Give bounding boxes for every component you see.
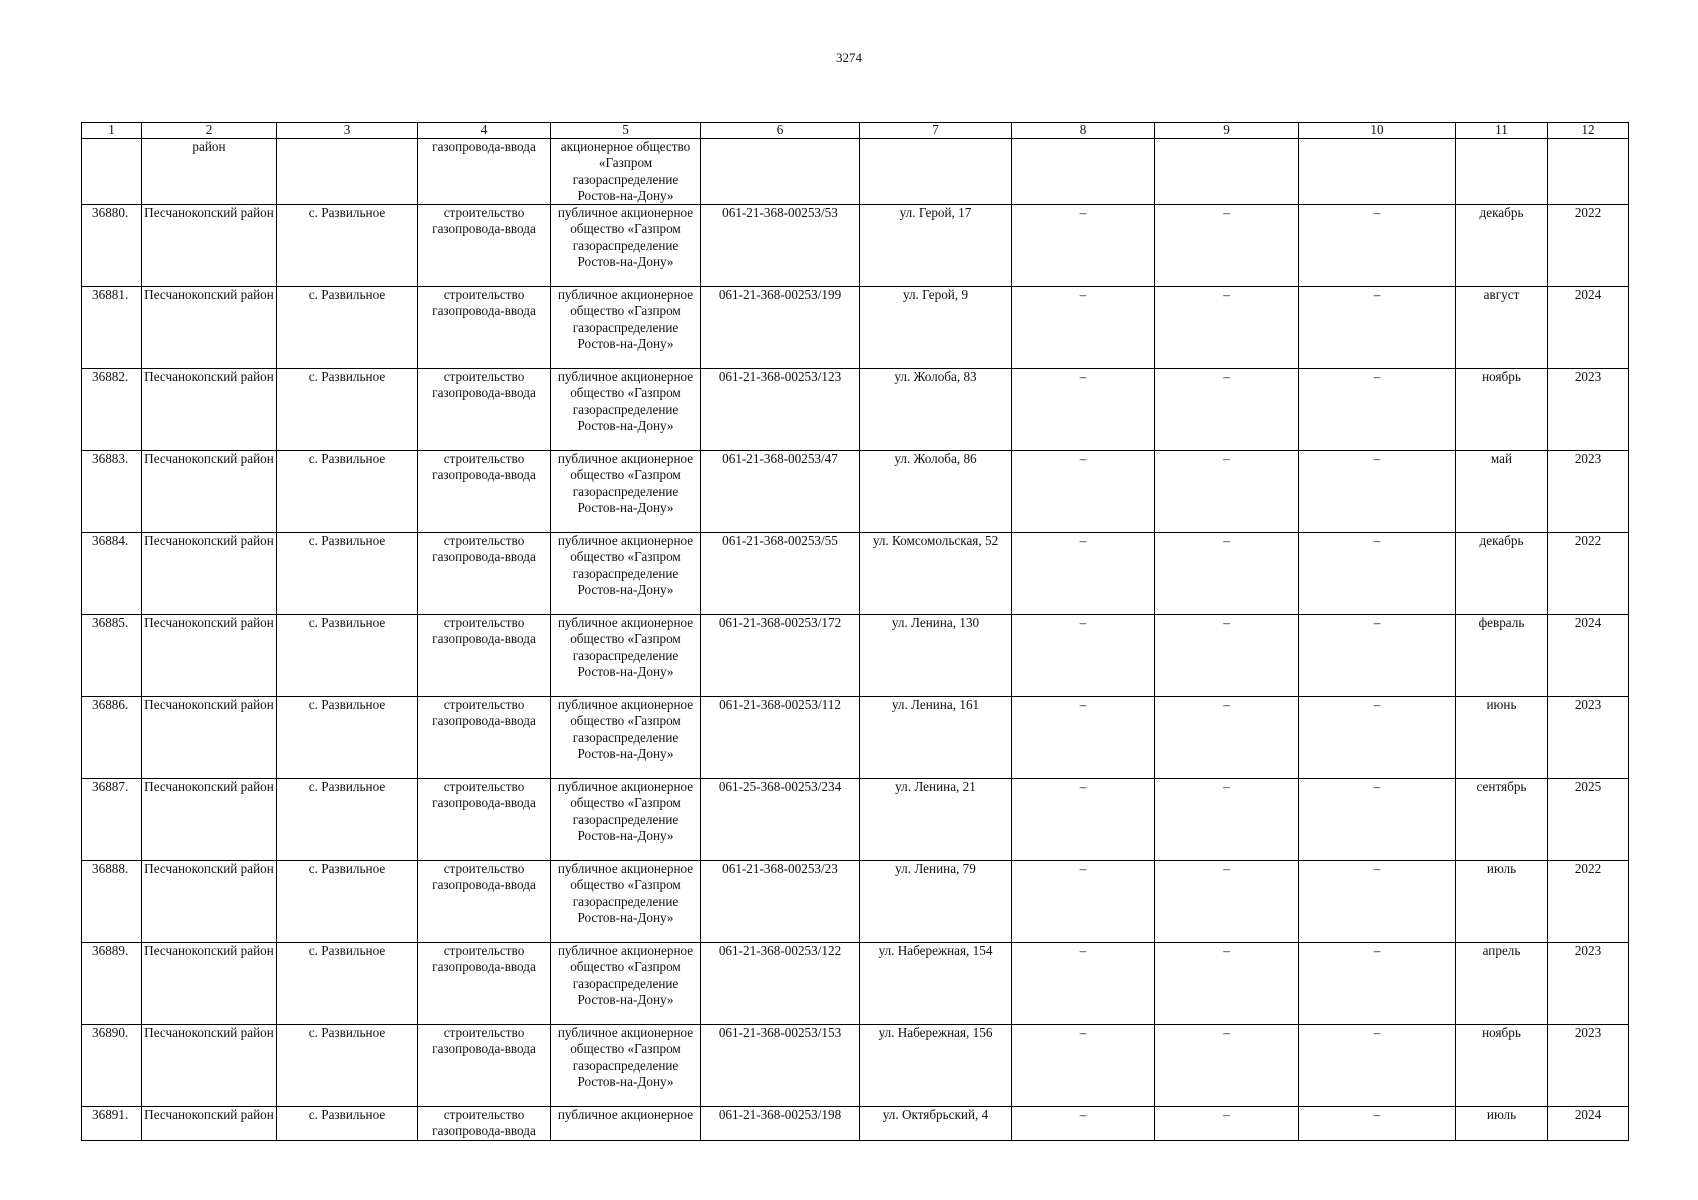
cell-code: 061-21-368-00253/172 <box>701 615 860 697</box>
column-header: 9 <box>1155 123 1299 139</box>
cell-code: 061-21-368-00253/123 <box>701 369 860 451</box>
cell-district: Песчанокопский район <box>142 287 277 369</box>
cell-col9: – <box>1155 451 1299 533</box>
cell-code: 061-21-368-00253/47 <box>701 451 860 533</box>
cell-locality: с. Развильное <box>277 1025 418 1107</box>
cell-org: публичное акционерное общество «Газпром газораспределение Ростов-на-Дону» <box>551 943 701 1025</box>
cell-col9: – <box>1155 287 1299 369</box>
cell-year: 2025 <box>1548 779 1629 861</box>
cell-col8: – <box>1012 451 1155 533</box>
cell-year: 2022 <box>1548 205 1629 287</box>
header-row <box>82 123 1629 139</box>
cell-work: строительство газопровода-ввода <box>418 1107 551 1141</box>
cell-district: район <box>142 139 277 205</box>
cell-col8: – <box>1012 615 1155 697</box>
table-row <box>82 451 1629 533</box>
cell-col8: – <box>1012 697 1155 779</box>
cell-col8: – <box>1012 779 1155 861</box>
column-header: 8 <box>1012 123 1155 139</box>
cell-col10: – <box>1299 205 1456 287</box>
column-header: 2 <box>142 123 277 139</box>
cell-locality: с. Развильное <box>277 451 418 533</box>
page-number: 3274 <box>836 50 862 65</box>
cell-col8: – <box>1012 861 1155 943</box>
cell-address: ул. Жолоба, 86 <box>860 451 1012 533</box>
table-row <box>82 697 1629 779</box>
cell-month: апрель <box>1456 943 1548 1025</box>
cell-work: строительство газопровода-ввода <box>418 369 551 451</box>
cell-locality: с. Развильное <box>277 861 418 943</box>
cell-address: ул. Герой, 17 <box>860 205 1012 287</box>
cell-code: 061-21-368-00253/55 <box>701 533 860 615</box>
cell-district: Песчанокопский район <box>142 205 277 287</box>
cell-col10: – <box>1299 615 1456 697</box>
cell-work: строительство газопровода-ввода <box>418 861 551 943</box>
cell-work: газопровода-ввода <box>418 139 551 205</box>
cell-col10: – <box>1299 943 1456 1025</box>
cell-col10: – <box>1299 451 1456 533</box>
table-row <box>82 943 1629 1025</box>
cell-work: строительство газопровода-ввода <box>418 1025 551 1107</box>
cell-col10: – <box>1299 1107 1456 1141</box>
cell-work: строительство газопровода-ввода <box>418 533 551 615</box>
cell-month: декабрь <box>1456 533 1548 615</box>
cell-district: Песчанокопский район <box>142 861 277 943</box>
cell-col10: – <box>1299 1025 1456 1107</box>
data-table <box>81 122 1629 1141</box>
cell-address: ул. Октябрьский, 4 <box>860 1107 1012 1141</box>
column-header: 4 <box>418 123 551 139</box>
cell-code: 061-21-368-00253/53 <box>701 205 860 287</box>
cell-col10: – <box>1299 369 1456 451</box>
cell-num: 36891. <box>82 1107 142 1141</box>
cell-code: 061-25-368-00253/234 <box>701 779 860 861</box>
table-row <box>82 615 1629 697</box>
cell-code: 061-21-368-00253/198 <box>701 1107 860 1141</box>
cell-year: 2023 <box>1548 697 1629 779</box>
cell-col10: – <box>1299 533 1456 615</box>
table-row <box>82 1107 1629 1141</box>
cell-org: публичное акционерное <box>551 1107 701 1141</box>
cell-work: строительство газопровода-ввода <box>418 615 551 697</box>
cell-col10: – <box>1299 779 1456 861</box>
cell-col9: – <box>1155 779 1299 861</box>
cell-year: 2023 <box>1548 1025 1629 1107</box>
cell-month: август <box>1456 287 1548 369</box>
cell-org: публичное акционерное общество «Газпром газораспределение Ростов-на-Дону» <box>551 861 701 943</box>
column-header: 11 <box>1456 123 1548 139</box>
cell-district: Песчанокопский район <box>142 615 277 697</box>
cell-district: Песчанокопский район <box>142 1107 277 1141</box>
table-body <box>82 139 1629 1141</box>
cell-org: публичное акционерное общество «Газпром газораспределение Ростов-на-Дону» <box>551 615 701 697</box>
cell-col9 <box>1155 139 1299 205</box>
cell-month: декабрь <box>1456 205 1548 287</box>
cell-address: ул. Жолоба, 83 <box>860 369 1012 451</box>
cell-work: строительство газопровода-ввода <box>418 205 551 287</box>
cell-address: ул. Комсомольская, 52 <box>860 533 1012 615</box>
cell-num <box>82 139 142 205</box>
cell-code: 061-21-368-00253/122 <box>701 943 860 1025</box>
cell-year: 2024 <box>1548 287 1629 369</box>
cell-work: строительство газопровода-ввода <box>418 697 551 779</box>
cell-locality: с. Развильное <box>277 697 418 779</box>
cell-month: май <box>1456 451 1548 533</box>
cell-col8: – <box>1012 533 1155 615</box>
cell-col9: – <box>1155 1107 1299 1141</box>
table-header <box>82 123 1629 139</box>
cell-col9: – <box>1155 1025 1299 1107</box>
cell-col8: – <box>1012 943 1155 1025</box>
cell-code: 061-21-368-00253/23 <box>701 861 860 943</box>
table-row <box>82 369 1629 451</box>
cell-locality: с. Развильное <box>277 369 418 451</box>
cell-work: строительство газопровода-ввода <box>418 943 551 1025</box>
cell-num: 36888. <box>82 861 142 943</box>
cell-col8 <box>1012 139 1155 205</box>
table-row <box>82 205 1629 287</box>
cell-month: ноябрь <box>1456 1025 1548 1107</box>
cell-locality <box>277 139 418 205</box>
cell-org: публичное акционерное общество «Газпром газораспределение Ростов-на-Дону» <box>551 779 701 861</box>
cell-col10: – <box>1299 287 1456 369</box>
column-header: 10 <box>1299 123 1456 139</box>
cell-num: 36880. <box>82 205 142 287</box>
cell-year: 2022 <box>1548 533 1629 615</box>
cell-address <box>860 139 1012 205</box>
cell-org: публичное акционерное общество «Газпром газораспределение Ростов-на-Дону» <box>551 287 701 369</box>
cell-year <box>1548 139 1629 205</box>
cell-num: 36890. <box>82 1025 142 1107</box>
column-header: 5 <box>551 123 701 139</box>
cell-locality: с. Развильное <box>277 779 418 861</box>
cell-col10: – <box>1299 697 1456 779</box>
cell-locality: с. Развильное <box>277 533 418 615</box>
cell-code: 061-21-368-00253/153 <box>701 1025 860 1107</box>
cell-col9: – <box>1155 943 1299 1025</box>
cell-month: июнь <box>1456 697 1548 779</box>
cell-locality: с. Развильное <box>277 1107 418 1141</box>
table-row <box>82 861 1629 943</box>
cell-code: 061-21-368-00253/199 <box>701 287 860 369</box>
cell-district: Песчанокопский район <box>142 369 277 451</box>
cell-col9: – <box>1155 533 1299 615</box>
cell-num: 36881. <box>82 287 142 369</box>
cell-code: 061-21-368-00253/112 <box>701 697 860 779</box>
cell-month: июль <box>1456 1107 1548 1141</box>
cell-address: ул. Набережная, 154 <box>860 943 1012 1025</box>
cell-org: акционерное общество «Газпром газораспределение Ростов-на-Дону» <box>551 139 701 205</box>
cell-col9: – <box>1155 205 1299 287</box>
cell-col9: – <box>1155 697 1299 779</box>
cell-col8: – <box>1012 1025 1155 1107</box>
cell-num: 36884. <box>82 533 142 615</box>
cell-year: 2023 <box>1548 451 1629 533</box>
cell-org: публичное акционерное общество «Газпром газораспределение Ростов-на-Дону» <box>551 697 701 779</box>
cell-year: 2024 <box>1548 1107 1629 1141</box>
cell-address: ул. Ленина, 79 <box>860 861 1012 943</box>
cell-col9: – <box>1155 861 1299 943</box>
cell-address: ул. Ленина, 161 <box>860 697 1012 779</box>
cell-address: ул. Герой, 9 <box>860 287 1012 369</box>
column-header: 1 <box>82 123 142 139</box>
cell-code <box>701 139 860 205</box>
cell-num: 36882. <box>82 369 142 451</box>
cell-district: Песчанокопский район <box>142 533 277 615</box>
cell-district: Песчанокопский район <box>142 697 277 779</box>
cell-year: 2023 <box>1548 943 1629 1025</box>
cell-work: строительство газопровода-ввода <box>418 451 551 533</box>
column-header: 3 <box>277 123 418 139</box>
cell-col8: – <box>1012 369 1155 451</box>
cell-locality: с. Развильное <box>277 943 418 1025</box>
cell-address: ул. Ленина, 130 <box>860 615 1012 697</box>
column-header: 12 <box>1548 123 1629 139</box>
cell-month: февраль <box>1456 615 1548 697</box>
cell-work: строительство газопровода-ввода <box>418 779 551 861</box>
table-row <box>82 287 1629 369</box>
cell-month: ноябрь <box>1456 369 1548 451</box>
cell-year: 2022 <box>1548 861 1629 943</box>
cell-col10 <box>1299 139 1456 205</box>
cell-locality: с. Развильное <box>277 205 418 287</box>
cell-district: Песчанокопский район <box>142 1025 277 1107</box>
cell-num: 36883. <box>82 451 142 533</box>
table-row <box>82 1025 1629 1107</box>
cell-year: 2023 <box>1548 369 1629 451</box>
cell-org: публичное акционерное общество «Газпром газораспределение Ростов-на-Дону» <box>551 205 701 287</box>
cell-month: июль <box>1456 861 1548 943</box>
cell-district: Песчанокопский район <box>142 943 277 1025</box>
cell-org: публичное акционерное общество «Газпром газораспределение Ростов-на-Дону» <box>551 369 701 451</box>
cell-address: ул. Ленина, 21 <box>860 779 1012 861</box>
cell-col10: – <box>1299 861 1456 943</box>
table-row <box>82 779 1629 861</box>
table-row-continuation <box>82 139 1629 205</box>
cell-col9: – <box>1155 615 1299 697</box>
cell-col8: – <box>1012 1107 1155 1141</box>
cell-org: публичное акционерное общество «Газпром газораспределение Ростов-на-Дону» <box>551 1025 701 1107</box>
cell-num: 36885. <box>82 615 142 697</box>
cell-address: ул. Набережная, 156 <box>860 1025 1012 1107</box>
cell-col8: – <box>1012 205 1155 287</box>
cell-org: публичное акционерное общество «Газпром газораспределение Ростов-на-Дону» <box>551 533 701 615</box>
cell-num: 36889. <box>82 943 142 1025</box>
cell-col9: – <box>1155 369 1299 451</box>
cell-num: 36887. <box>82 779 142 861</box>
cell-num: 36886. <box>82 697 142 779</box>
cell-org: публичное акционерное общество «Газпром газораспределение Ростов-на-Дону» <box>551 451 701 533</box>
column-header: 7 <box>860 123 1012 139</box>
cell-year: 2024 <box>1548 615 1629 697</box>
table-row <box>82 533 1629 615</box>
column-header: 6 <box>701 123 860 139</box>
cell-locality: с. Развильное <box>277 615 418 697</box>
cell-locality: с. Развильное <box>277 287 418 369</box>
cell-col8: – <box>1012 287 1155 369</box>
cell-district: Песчанокопский район <box>142 779 277 861</box>
cell-work: строительство газопровода-ввода <box>418 287 551 369</box>
cell-district: Песчанокопский район <box>142 451 277 533</box>
cell-month <box>1456 139 1548 205</box>
cell-month: сентябрь <box>1456 779 1548 861</box>
